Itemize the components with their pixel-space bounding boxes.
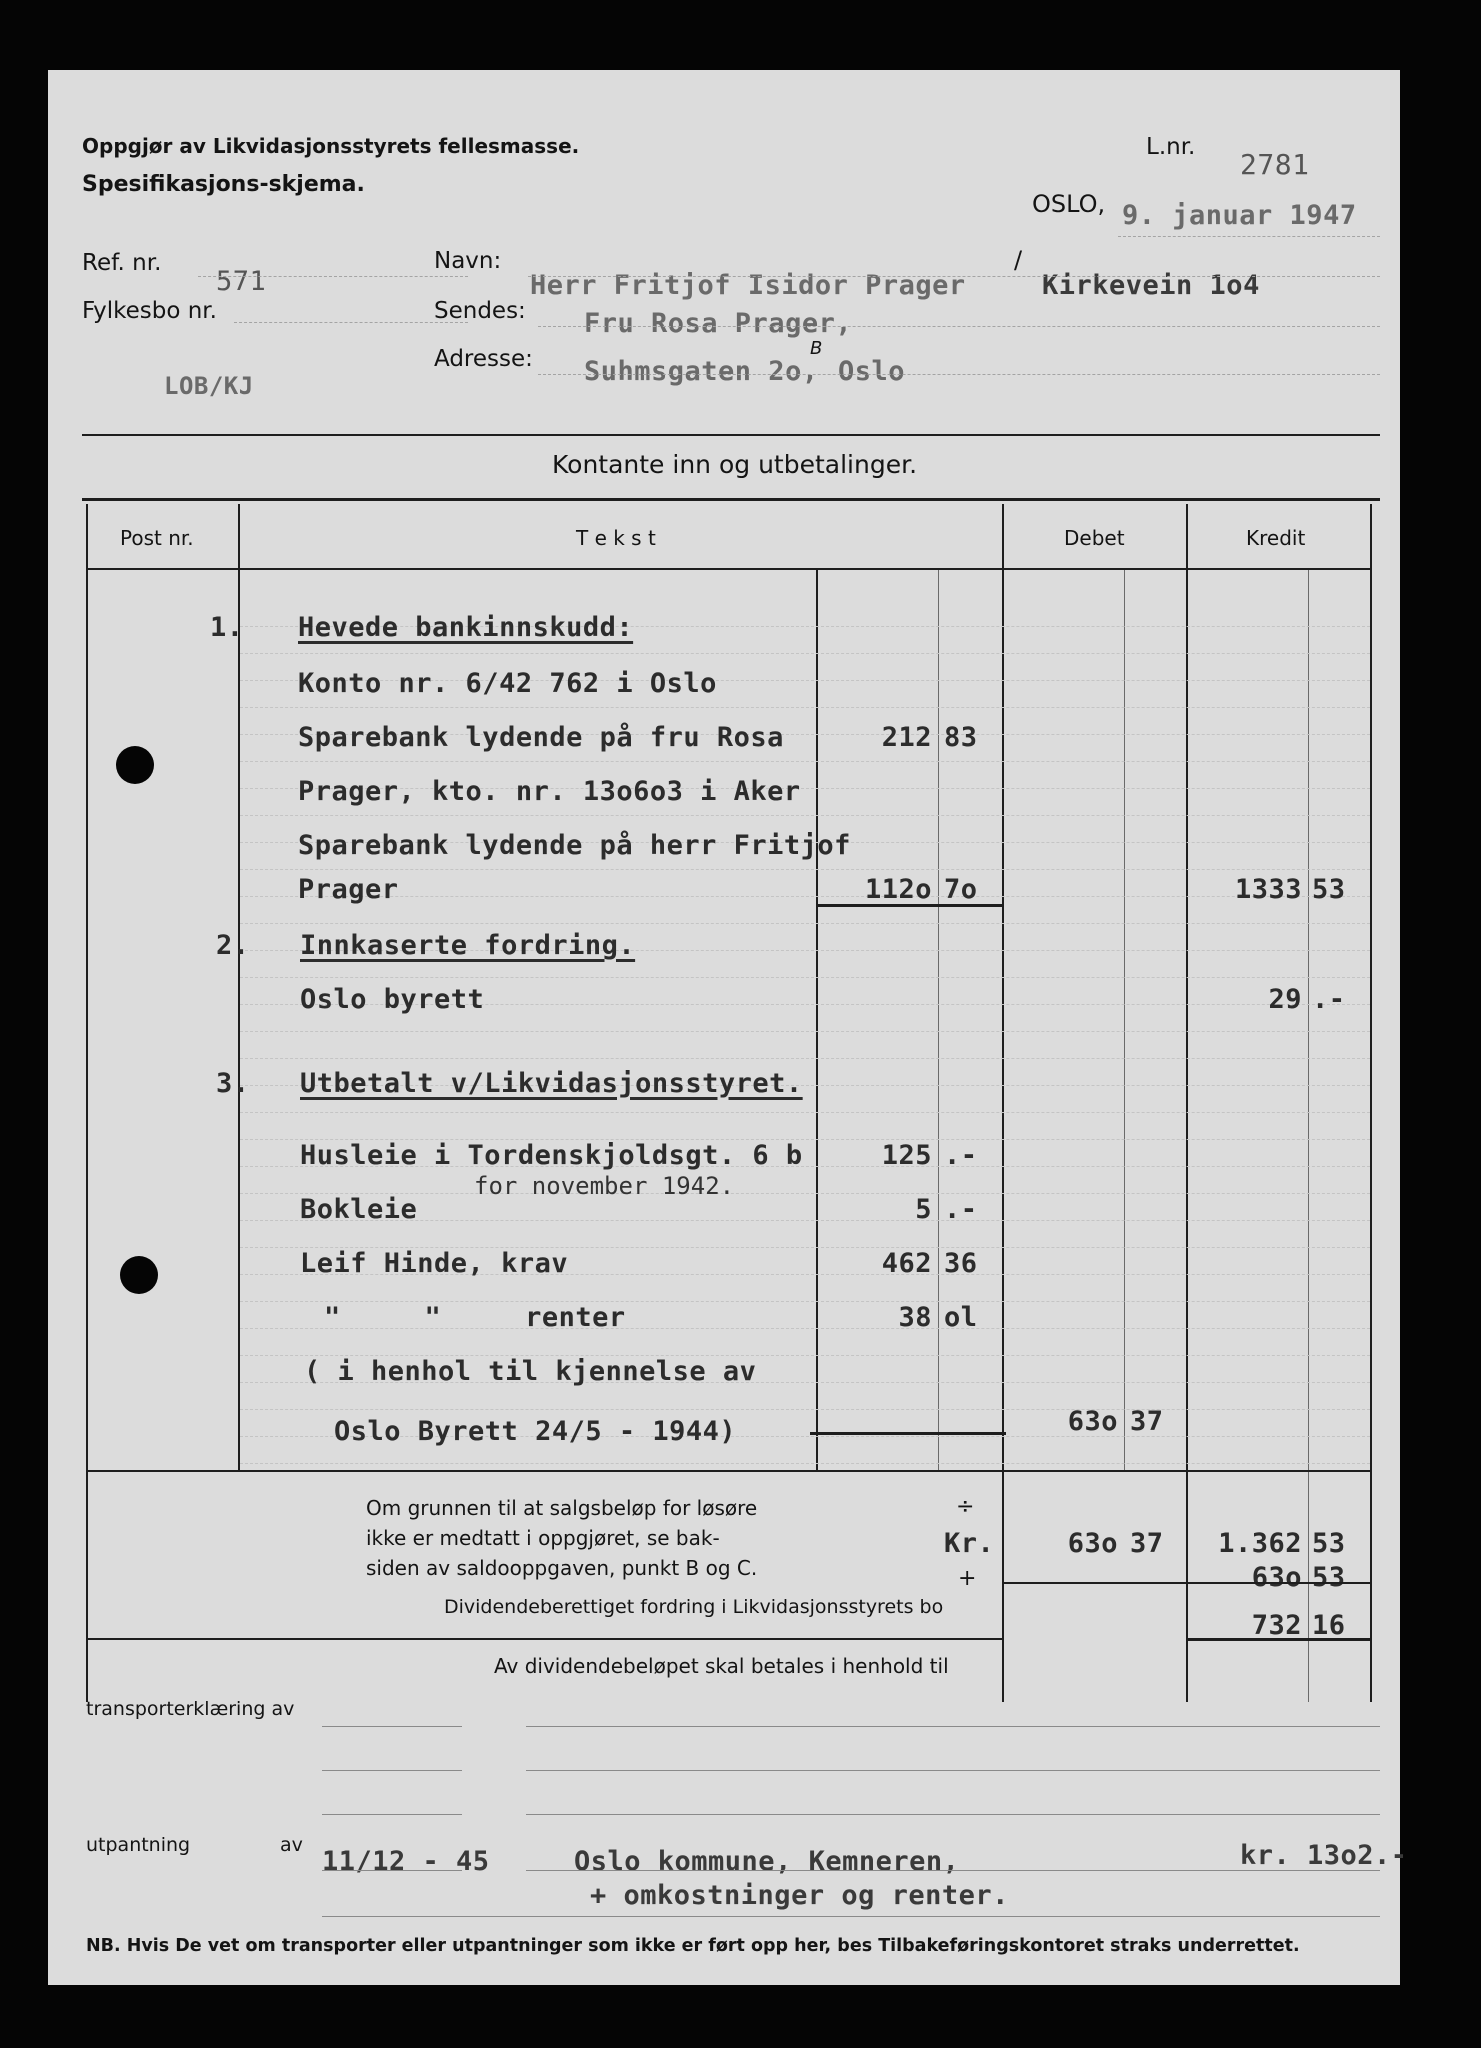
- navn-separator: /: [1014, 246, 1023, 274]
- dividend-double-rule: [1186, 1638, 1372, 1641]
- row-amt-ore-13: ol: [944, 1302, 978, 1333]
- row-amt-11: 5: [915, 1194, 932, 1225]
- utpant-amount: kr. 13o2.-: [1240, 1840, 1408, 1871]
- date-dotted-line: [1118, 236, 1380, 237]
- dividend-label: Dividendeberettiget fordring i Likvidasjonsstyrets bo: [444, 1596, 944, 1618]
- transport-line-right-2: [526, 1770, 1380, 1771]
- row-amt-ore-11: .-: [944, 1194, 978, 1225]
- transport-line-left-3: [322, 1814, 462, 1815]
- table-top-rule: [82, 498, 1380, 501]
- header-debet: Debet: [1064, 526, 1125, 550]
- kredit-minus: 63o: [1251, 1562, 1302, 1593]
- note-line-2: ikke er medtatt i oppgjøret, se bak-: [366, 1526, 720, 1550]
- fylkesbo-label: Fylkesbo nr.: [82, 298, 217, 324]
- lnr-label: L.nr.: [1146, 134, 1196, 160]
- debet-total-ore: 37: [1130, 1528, 1164, 1559]
- row-debet-15: 63o: [1067, 1406, 1118, 1437]
- row-text-11: Bokleie: [300, 1194, 418, 1225]
- row-amt-10: 125: [881, 1140, 932, 1171]
- note-line-3: siden av saldooppgaven, punkt B og C.: [366, 1556, 758, 1580]
- row-amt-13: 38: [898, 1302, 932, 1333]
- utpant-extra: + omkostninger og renter.: [590, 1880, 1009, 1911]
- transport-line-left-1: [322, 1726, 462, 1727]
- adresse-label: Adresse:: [434, 346, 533, 372]
- row-kredit-8: 29: [1268, 984, 1302, 1015]
- adresse-value: Suhmsgaten 2o,: [584, 356, 819, 387]
- kredit-column-rule: [1186, 504, 1188, 1702]
- subtotal-rule-1: [816, 904, 1004, 907]
- utpant-line-bottom: [322, 1916, 1380, 1917]
- row-text-5: Sparebank lydende på herr Fritjof: [298, 830, 851, 861]
- subcolumn-left-rule: [816, 570, 818, 1470]
- navn-dotted-line: [528, 276, 1380, 277]
- ruling-line: [240, 1112, 1370, 1113]
- transport-label: transporterklæring av: [86, 1698, 295, 1720]
- city-label: OSLO,: [1032, 190, 1106, 218]
- subcolumn-ore-rule: [938, 570, 939, 1470]
- ref-value: 571: [216, 266, 267, 297]
- row-kredit-ore-6: 53: [1312, 874, 1346, 905]
- utpant-label: utpantning: [86, 1834, 191, 1856]
- ruling-line: [240, 1409, 1370, 1410]
- row-text-9: Utbetalt v/Likvidasjonsstyret.: [300, 1068, 803, 1099]
- row-text-2: Konto nr. 6/42 762 i Oslo: [298, 668, 717, 699]
- ruling-line: [240, 815, 1370, 816]
- dividend-value: 732: [1251, 1610, 1302, 1641]
- ref-dotted-line: [198, 276, 468, 277]
- table-bottom-rule: [86, 1638, 1002, 1640]
- row-text-14: ( i henhol til kjennelse av: [304, 1356, 757, 1387]
- ruling-line: [240, 1031, 1370, 1032]
- ruling-line: [240, 761, 1370, 762]
- utpant-party: Oslo kommune, Kemneren,: [574, 1846, 960, 1877]
- row-text-6: Prager: [298, 874, 399, 905]
- punch-hole-top: [116, 746, 154, 784]
- form-sheet: [48, 70, 1408, 1985]
- ruling-line: [240, 707, 1370, 708]
- row-post-3: 3.: [216, 1068, 250, 1099]
- adresse-superscript: B: [810, 338, 823, 359]
- table-right-border: [1370, 504, 1372, 1702]
- total-rule: [1004, 1582, 1372, 1584]
- initials: LOB/KJ: [164, 372, 254, 400]
- kredit-total-ore: 53: [1312, 1528, 1346, 1559]
- row-text-7: Innkaserte fordring.: [300, 930, 636, 961]
- utpant-date: 11/12 - 45: [322, 1846, 490, 1877]
- row-amt-6: 112o: [864, 874, 932, 905]
- debet-total: 63o: [1067, 1528, 1118, 1559]
- transport-line-left-2: [322, 1770, 462, 1771]
- section-title: Kontante inn og utbetalinger.: [552, 450, 918, 479]
- subtotal-rule-2: [810, 1432, 1006, 1435]
- navn-label: Navn:: [434, 248, 502, 274]
- ruling-line: [240, 1058, 1370, 1059]
- utpant-line-left: [322, 1870, 462, 1871]
- header-post: Post nr.: [120, 526, 194, 550]
- letter-date: 9. januar 1947: [1122, 200, 1357, 231]
- punch-hole-bottom: [120, 1256, 158, 1294]
- post-column-rule: [238, 504, 240, 1470]
- row-text-8: Oslo byrett: [300, 984, 485, 1015]
- dividend-ore: 16: [1312, 1610, 1346, 1641]
- ruling-line: [240, 1463, 1370, 1464]
- ruling-line: [240, 653, 1370, 654]
- header-bottom-rule: [86, 568, 1372, 570]
- row-kredit-ore-8: .-: [1312, 984, 1346, 1015]
- header-tekst: T e k s t: [576, 526, 656, 550]
- kredit-minus-ore: 53: [1312, 1562, 1346, 1593]
- sendes-value: Fru Rosa Prager,: [584, 308, 853, 339]
- minus-sign: ÷: [956, 1494, 975, 1519]
- row-post-2: 2.: [216, 930, 250, 961]
- row-text-3: Sparebank lydende på fru Rosa: [298, 722, 784, 753]
- sendes-label: Sendes:: [434, 298, 526, 324]
- table-left-border: [86, 504, 88, 1702]
- row-note: for november 1942.: [474, 1172, 735, 1200]
- ruling-line: [240, 977, 1370, 978]
- row-text-12: Leif Hinde, krav: [300, 1248, 569, 1279]
- plus-sign: +: [958, 1566, 977, 1591]
- kredit-total: 1.362: [1218, 1528, 1302, 1559]
- row-amt-ore-12: 36: [944, 1248, 978, 1279]
- row-amt-ore-3: 83: [944, 722, 978, 753]
- ruling-line: [240, 869, 1370, 870]
- pay-note: Av dividendebeløpet skal betales i henhold til: [494, 1654, 949, 1678]
- utpant-av: av: [280, 1834, 303, 1856]
- row-amt-12: 462: [881, 1248, 932, 1279]
- ref-label: Ref. nr.: [82, 250, 162, 276]
- debet-column-rule: [1002, 504, 1004, 1702]
- row-text-10: Husleie i Tordenskjoldsgt. 6 b: [300, 1140, 803, 1171]
- ruling-line: [240, 923, 1370, 924]
- row-amt-ore-6: 7o: [944, 874, 978, 905]
- row-text-13: " " renter: [324, 1302, 626, 1333]
- note-line-1: Om grunnen til at salgsbeløp for løsøre: [366, 1496, 758, 1520]
- row-amt-3: 212: [881, 722, 932, 753]
- utpant-line-right: [526, 1870, 1380, 1871]
- form-subtitle: Spesifikasjons-skjema.: [82, 172, 365, 197]
- fylkesbo-dotted-line: [234, 322, 468, 323]
- row-text-4: Prager, kto. nr. 13o6o3 i Aker: [298, 776, 801, 807]
- row-debet-ore-15: 37: [1130, 1406, 1164, 1437]
- body-bottom-rule: [86, 1470, 1372, 1472]
- transport-line-right-1: [526, 1726, 1380, 1727]
- row-amt-ore-10: .-: [944, 1140, 978, 1171]
- kr-label: Kr.: [944, 1528, 995, 1559]
- header-kredit: Kredit: [1246, 526, 1306, 550]
- adresse-city: Oslo: [838, 356, 906, 387]
- sendes-dotted-line: [538, 326, 1380, 327]
- navn-value: Herr Fritjof Isidor Prager: [530, 270, 966, 301]
- transport-line-right-3: [526, 1814, 1380, 1815]
- row-kredit-6: 1333: [1234, 874, 1302, 905]
- debet-ore-rule: [1124, 570, 1125, 1470]
- form-title: Oppgjør av Likvidasjonsstyrets fellesmasse.: [82, 134, 580, 158]
- row-text-15: Oslo Byrett 24/5 - 1944): [334, 1416, 737, 1447]
- row-text-1: Hevede bankinnskudd:: [298, 612, 634, 643]
- lnr-value: 2781: [1240, 148, 1310, 181]
- kredit-ore-rule: [1308, 570, 1309, 1702]
- navn-address: Kirkevein 1o4: [1042, 270, 1260, 301]
- adresse-dotted-line: [538, 374, 1380, 375]
- row-post-1: 1.: [210, 612, 244, 643]
- section-rule: [82, 434, 1380, 436]
- nb-notice: NB. Hvis De vet om transporter eller utpantninger som ikke er ført opp her, bes Tilbakeføringskontoret straks underrettet.: [86, 1936, 1300, 1956]
